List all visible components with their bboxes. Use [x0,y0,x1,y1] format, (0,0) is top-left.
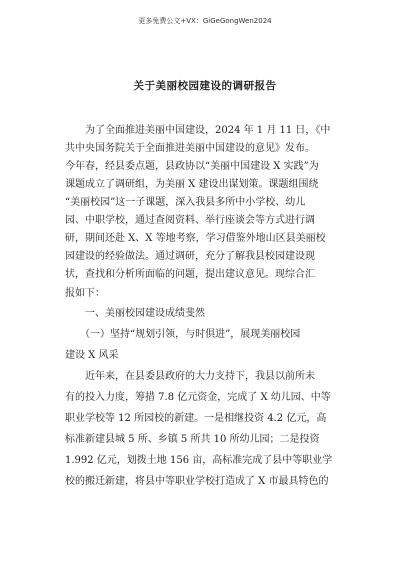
body-line: 近年来，在县委县政府的大力支持下，我县以前所未 [65,371,315,382]
body-line: 标准新建县城 5 所、乡镇 5 所共 10 所幼儿园；二是投资 [65,434,320,445]
body-line: 今年春，经县委点题，县政协以“美丽中国建设 X 实践”为 [65,161,319,172]
subsection-heading: （一）坚持“规划引领，与时俱进”，展现美丽校园 [65,329,301,340]
body-line: 有的投入力度，筹措 7.8 亿元资金，完成了 X 幼儿园、中等 [65,392,331,403]
section-heading: 一、美丽校园建设成绩斐然 [65,308,205,319]
body-line: 园建设的经验做法。通过调研，充分了解我县校园建设现 [65,251,315,262]
body-line: 校的搬迁新建，将县中等职业学校打造成了 X 市最具特色的 [65,476,329,487]
subsection-heading-cont: 建设 X 风采 [65,350,119,361]
body-line: “美丽校园”这一子课题，深入我县多所中小学校、幼儿 [65,197,306,208]
body-line: 为了全面推进美丽中国建设，2024 年 1 月 11 日，《中 [65,125,331,136]
body-line: 报如下： [65,288,105,299]
body-line: 园、中职学校，通过查阅资料、举行座谈会等方式进行调 [65,215,315,226]
body-line: 状，查找和分析所面临的问题，提出建议意见。现综合汇 [65,269,315,280]
body-line: 共中央国务院关于全面推进美丽中国建设的意见》发布。 [65,143,315,154]
document-body [65,122,355,492]
body-line: 课题成立了调研组，为美丽 X 建设出谋划策。课题组围绕 [65,179,319,190]
document-title: 关于美丽校园建设的调研报告 [133,80,277,92]
body-line: 研，期间还赴 X、X 等地考察，学习借鉴外地山区县美丽校 [65,233,326,244]
header-note: 更多免费公文+VX：GiGeGongWen2024 [138,17,272,25]
body-line: 职业学校等 12 所园校的新建。一是相继投资 4.2 亿元，高 [65,413,327,424]
body-line: 1.992 亿元，划拨土地 156 亩，高标准完成了县中等职业学 [65,455,333,466]
